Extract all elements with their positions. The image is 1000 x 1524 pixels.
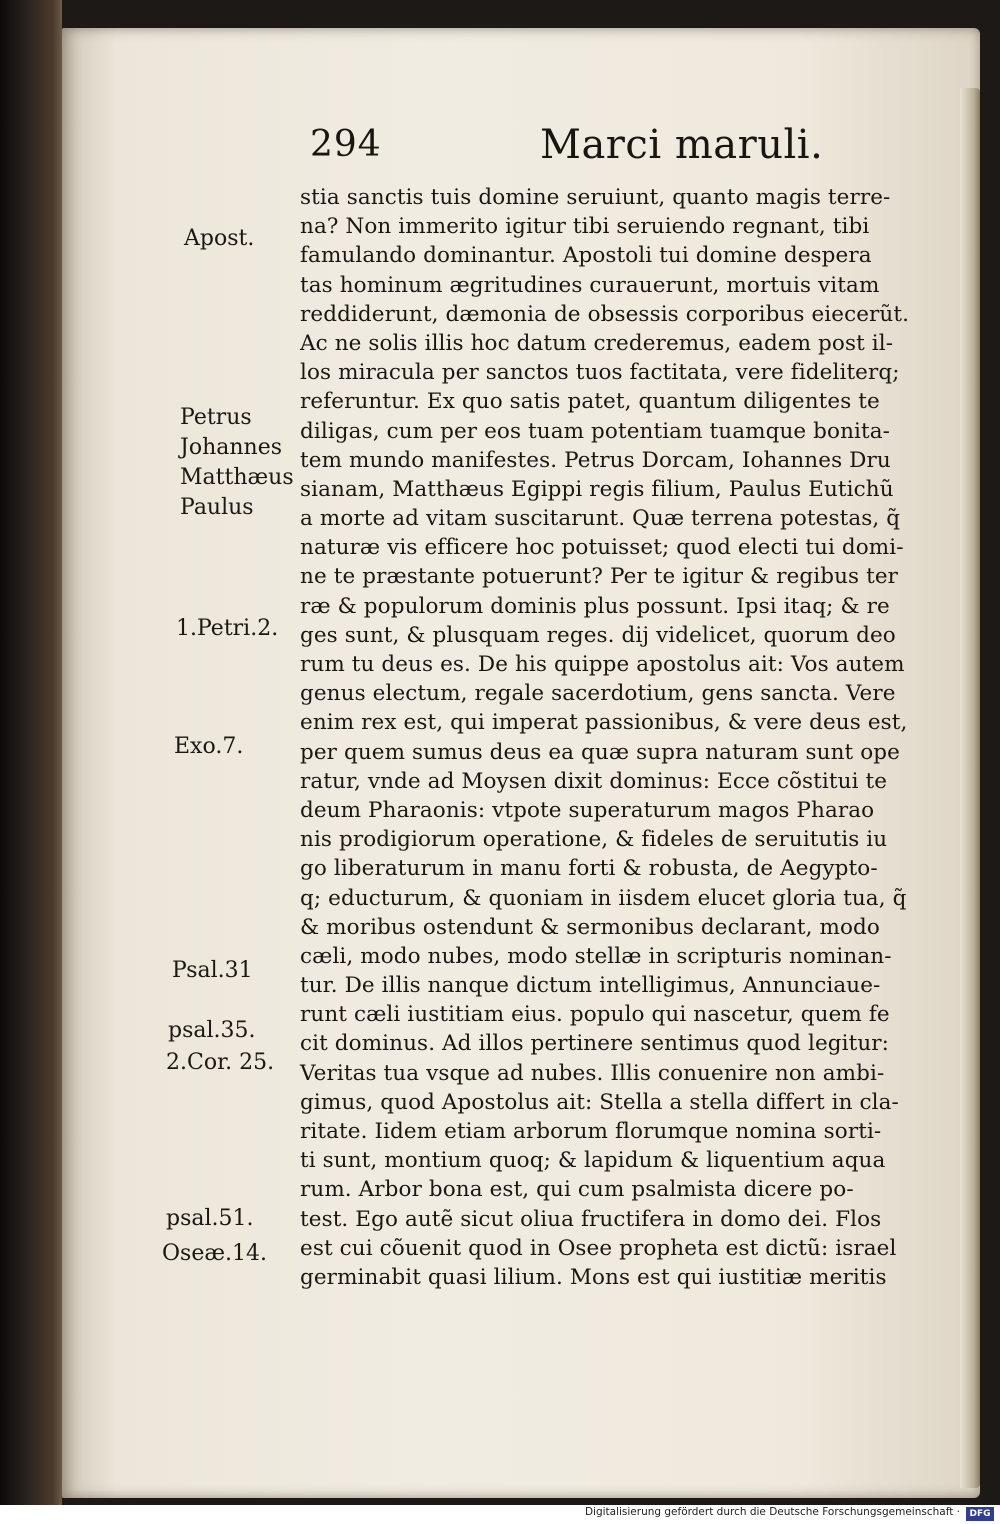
margin-note: Exo.7. <box>174 734 244 759</box>
text-line: tas hominum ægritudines curauerunt, mortuis vitam <box>300 272 880 298</box>
text-line: reddiderunt, dæmonia de obsessis corporibus eiecerũt. <box>300 301 910 327</box>
text-line: tur. De illis nanque dictum intelligimus, Annunciaue- <box>300 973 881 999</box>
margin-note: 1.Petri.2. <box>176 616 279 641</box>
margin-note: Paulus <box>180 495 254 520</box>
text-line: stia sanctis tuis domine seruiunt, quanto magis terre- <box>300 185 891 210</box>
page-edge <box>960 88 980 1488</box>
text-line: germinabit quasi lilium. Mons est qui iustitiæ meritis <box>300 1264 887 1290</box>
margin-note: psal.51. <box>166 1206 254 1231</box>
margin-note: Petrus <box>180 405 252 430</box>
text-line: est cui cõuenit quod in Osee propheta est dictũ: israel <box>300 1235 897 1261</box>
margin-note: Psal.31 <box>172 958 253 983</box>
footer-bar <box>0 1505 1000 1524</box>
page-header <box>62 124 980 174</box>
margin-note: psal.35. <box>168 1018 256 1043</box>
text-line: referuntur. Ex quo satis patet, quantum diligentes te <box>300 389 880 415</box>
book-spine <box>0 0 62 1524</box>
text-line: test. Ego autẽ sicut oliua fructifera in domo dei. Flos <box>300 1206 882 1232</box>
text-line: genus electum, regale sacerdotium, gens sancta. Vere <box>300 681 896 707</box>
margin-note: Johannes <box>180 435 282 460</box>
text-line: cit dominus. Ad illos pertinere sentimus quod legitur: <box>300 1031 890 1057</box>
margin-note: Oseæ.14. <box>162 1241 268 1266</box>
running-head: Marci maruli. <box>540 122 824 168</box>
text-line: Ac ne solis illis hoc datum crederemus, eadem post il- <box>300 330 894 356</box>
text-line: na? Non immerito igitur tibi seruiendo regnant, tibi <box>300 214 870 240</box>
text-line: los miracula per sanctos tuos factitata, vere fideliterq; <box>300 360 900 386</box>
page-number: 294 <box>310 124 382 165</box>
text-line: sianam, Matthæus Egippi regis filium, Paulus Eutichũ <box>300 476 894 502</box>
text-line: & moribus ostendunt & sermonibus declarant, modo <box>300 914 880 940</box>
text-line: deum Pharaonis: vtpote superaturum magos Pharao <box>300 797 875 823</box>
text-line: diligas, cum per eos tuam potentiam tuamque bonita- <box>300 418 891 444</box>
body-text <box>300 183 950 1292</box>
text-line: ges sunt, & plusquam reges. dij videlicet, quorum deo <box>300 622 896 648</box>
text-line: cæli, modo nubes, modo stellæ in scripturis nominan- <box>300 943 892 969</box>
text-line: gimus, quod Apostolus ait: Stella a stella differt in cla- <box>300 1089 899 1115</box>
text-line: tem mundo manifestes. Petrus Dorcam, Iohannes Dru <box>300 447 891 473</box>
text-line: Veritas tua vsque ad nubes. Illis conuenire non ambi- <box>300 1060 885 1086</box>
text-line: a morte ad vitam suscitarunt. Quæ terrena potestas, q̃ <box>300 506 901 532</box>
text-line: naturæ vis efficere hoc potuisset; quod electi tui domi- <box>300 535 904 561</box>
text-line: q; educturum, & quoniam in iisdem elucet gloria tua, q̃ <box>300 885 907 911</box>
text-line: go liberaturum in manu forti & robusta, de Aegypto- <box>300 856 878 882</box>
text-line: rum tu deus es. De his quippe apostolus ait: Vos autem <box>300 652 905 677</box>
text-line: ti sunt, montium quoq; & lapidum & liquentium aqua <box>300 1148 886 1174</box>
text-line: famulando dominantur. Apostoli tui domine despera <box>300 243 872 269</box>
text-line: runt cæli iustitiam eius. populo qui nascetur, quem fe <box>300 1002 890 1028</box>
dfg-logo: DFG <box>966 1507 994 1521</box>
book-page <box>62 28 980 1498</box>
margin-note: Matthæus <box>180 465 294 490</box>
margin-note: 2.Cor. 25. <box>166 1050 275 1075</box>
text-line: ræ & populorum dominis plus possunt. Ipsi itaq; & re <box>300 593 890 619</box>
text-line: ne te præstante potuerunt? Per te igitur & regibus ter <box>300 564 899 590</box>
text-line: ratur, vnde ad Moysen dixit dominus: Ecce cõstitui te <box>300 768 888 794</box>
text-line: rum. Arbor bona est, qui cum psalmista dicere po- <box>300 1177 854 1203</box>
text-line: enim rex est, qui imperat passionibus, & vere deus est, <box>300 710 908 736</box>
text-line: per quem sumus deus ea quæ supra naturam sunt ope <box>300 739 900 765</box>
text-line: nis prodigiorum operatione, & fideles de seruitutis iu <box>300 827 888 853</box>
margin-note: Apost. <box>184 226 255 251</box>
text-line: ritate. Iidem etiam arborum florumque nomina sorti- <box>300 1119 882 1144</box>
funding-credit: Digitalisierung gefördert durch die Deutsche Forschungsgemeinschaft · <box>584 1506 960 1518</box>
